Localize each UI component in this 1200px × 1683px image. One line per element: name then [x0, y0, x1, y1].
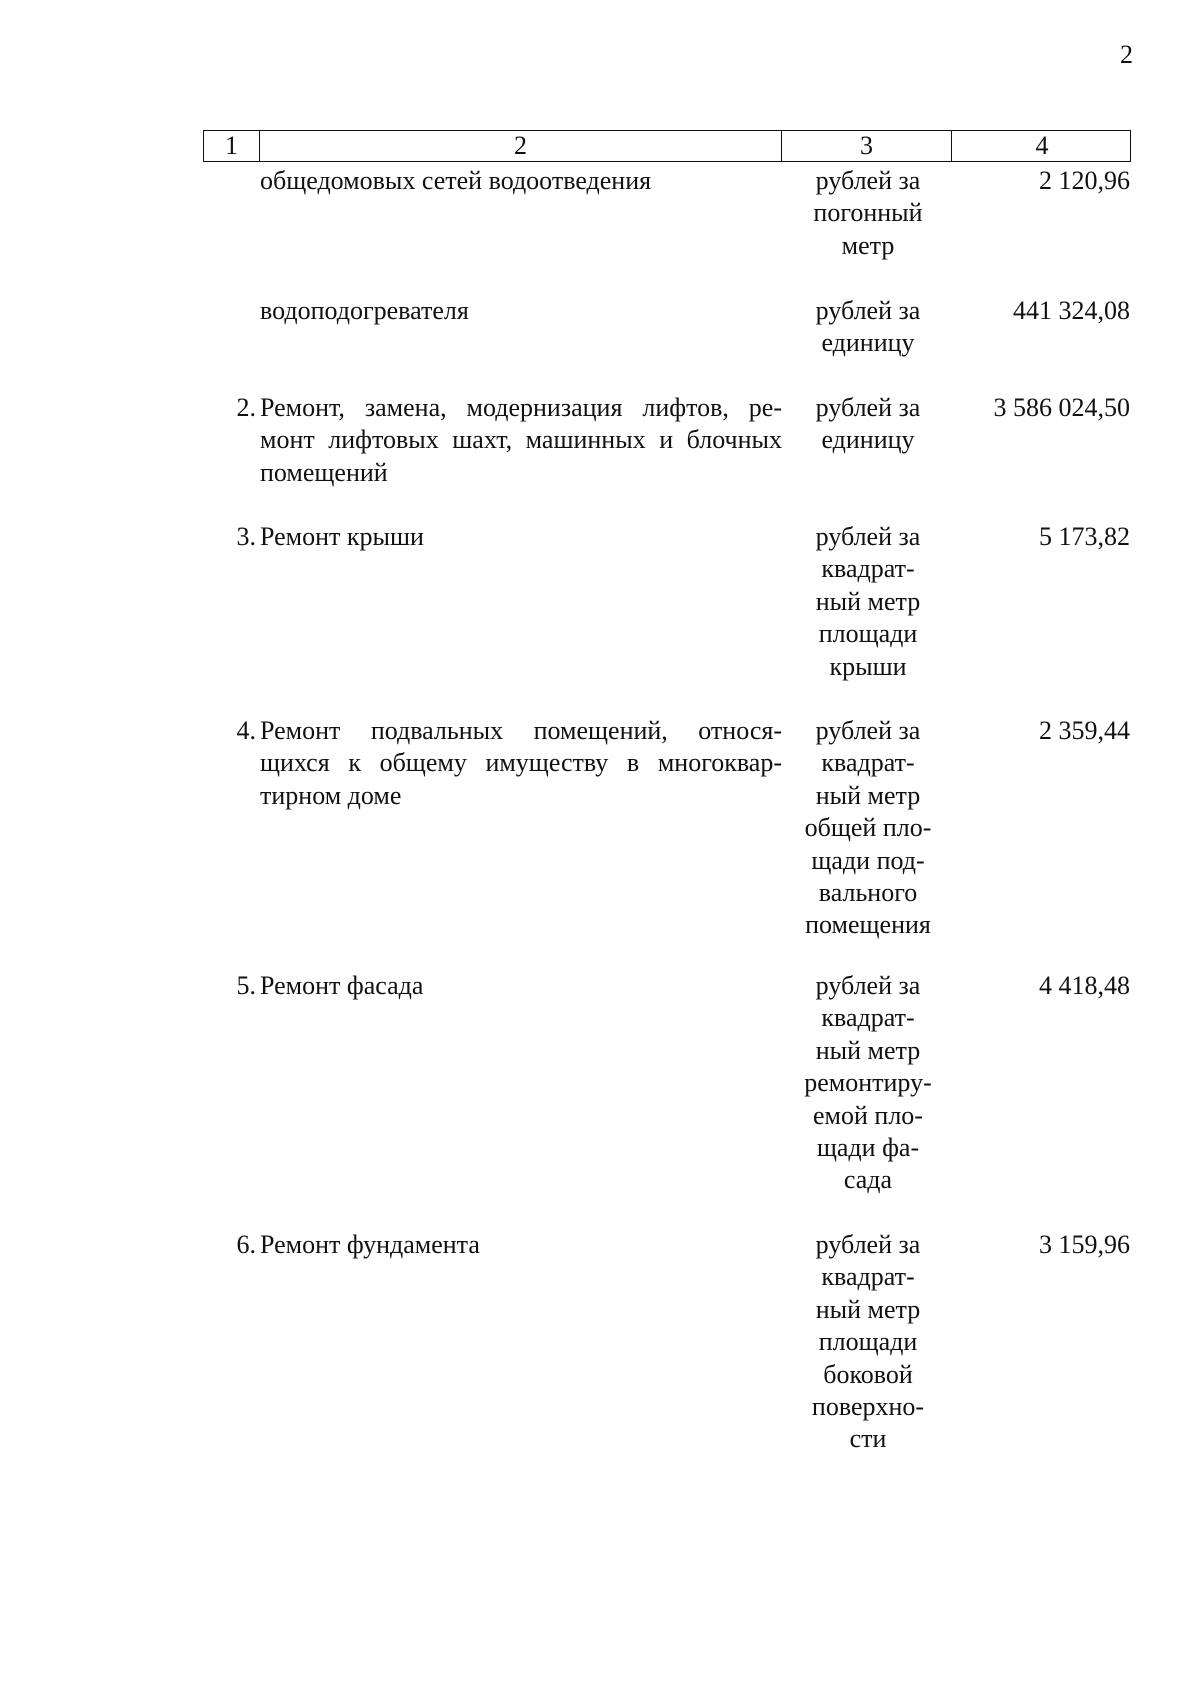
row-description — [260, 715, 782, 812]
row-description — [260, 1229, 782, 1261]
unit-line: квадрат- — [821, 1262, 915, 1292]
row-value: 4 418,48 — [1039, 971, 1130, 1000]
unit-line: общей пло- — [804, 813, 932, 843]
description-line: щихся к общему имуществу в многоквар- — [260, 748, 782, 778]
row-number: 4. — [236, 716, 256, 745]
unit-line: площади — [818, 619, 918, 649]
unit-line: единицу — [821, 425, 915, 455]
unit-line: рублей за — [815, 522, 921, 551]
unit-line: щади фа- — [816, 1133, 920, 1163]
unit-line: ный метр — [815, 586, 921, 616]
description-line: Ремонт, замена, модернизация лифтов, ре- — [260, 393, 782, 422]
description-line: Ремонт фасада — [260, 971, 424, 1000]
unit-line: квадрат- — [821, 748, 915, 778]
unit-line: помещения — [805, 910, 931, 940]
unit-line: крыши — [829, 651, 907, 681]
unit-line: рублей за — [815, 166, 921, 195]
unit-line: квадрат- — [821, 1003, 915, 1033]
row-description — [260, 165, 782, 197]
description-line: Ремонт подвальных помещений, относя- — [260, 716, 782, 745]
row-number: 6. — [236, 1230, 256, 1259]
row-description — [260, 970, 782, 1002]
unit-line: единицу — [821, 328, 915, 358]
unit-line: ный метр — [815, 1294, 921, 1324]
table-header-cell: 3 — [782, 131, 952, 161]
unit-line: вального — [818, 878, 918, 908]
description-line: помещений — [260, 457, 388, 487]
page-number: 2 — [1120, 40, 1133, 69]
row-unit — [782, 1229, 954, 1456]
row-description — [260, 521, 782, 553]
row-unit — [782, 970, 954, 1197]
row-unit — [782, 295, 954, 360]
unit-line: боковой — [823, 1359, 913, 1389]
unit-line: рублей за — [815, 1230, 921, 1259]
row-unit — [782, 392, 954, 457]
unit-line: метр — [841, 230, 895, 260]
unit-line: емой пло- — [813, 1100, 923, 1130]
description-line: тирном доме — [260, 780, 402, 810]
unit-line: рублей за — [815, 971, 921, 1000]
unit-line: сти — [849, 1424, 887, 1454]
unit-line: погонный — [813, 198, 923, 228]
unit-line: площади — [818, 1327, 918, 1357]
unit-line: квадрат- — [821, 554, 915, 584]
table-header-cell: 4 — [1035, 131, 1049, 160]
unit-line: щади под- — [811, 845, 925, 875]
row-number: 5. — [236, 971, 256, 1000]
row-value: 3 586 024,50 — [993, 393, 1130, 422]
row-value: 2 359,44 — [1039, 716, 1130, 745]
description-line: Ремонт крыши — [260, 522, 424, 551]
unit-line: рублей за — [815, 296, 921, 325]
row-description — [260, 392, 782, 489]
unit-line: ремонтиру- — [804, 1068, 932, 1098]
row-value: 3 159,96 — [1039, 1230, 1130, 1259]
unit-line: сада — [843, 1165, 893, 1195]
unit-line: ный метр — [815, 780, 921, 810]
unit-line: поверхно- — [811, 1392, 925, 1422]
table-header-row — [203, 130, 1131, 162]
row-description — [260, 295, 782, 327]
row-number: 3. — [236, 522, 256, 551]
row-value: 5 173,82 — [1039, 522, 1130, 551]
description-line: Ремонт фундамента — [260, 1230, 480, 1259]
row-unit — [782, 521, 954, 683]
row-value: 441 324,08 — [1013, 296, 1130, 325]
row-unit — [782, 715, 954, 942]
row-value: 2 120,96 — [1039, 166, 1130, 195]
row-unit — [782, 165, 954, 262]
unit-line: рублей за — [815, 393, 921, 422]
unit-line: ный метр — [815, 1035, 921, 1065]
table-header-cell: 1 — [204, 131, 260, 161]
description-line: общедомовых сетей водоотведения — [260, 166, 652, 195]
description-line: водоподогревателя — [260, 296, 469, 325]
row-number: 2. — [236, 393, 256, 422]
unit-line: рублей за — [815, 716, 921, 745]
table-header-cell: 2 — [260, 131, 782, 161]
description-line: монт лифтовых шахт, машинных и блочных — [260, 425, 782, 455]
